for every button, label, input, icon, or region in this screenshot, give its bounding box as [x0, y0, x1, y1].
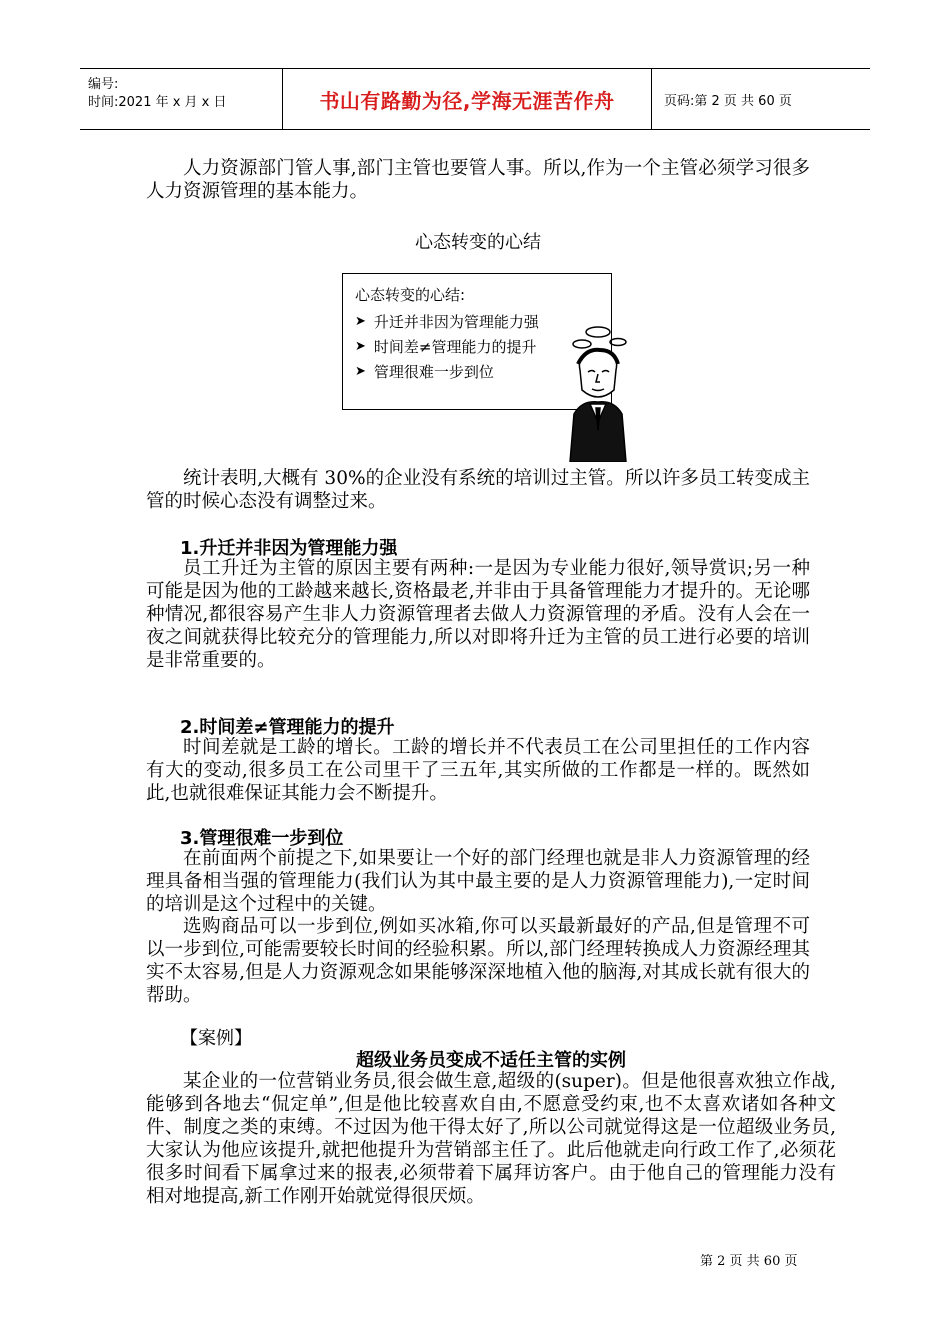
arrow-bullet-icon: ➤	[355, 339, 366, 354]
page-footer: 第 2 页 共 60 页	[700, 1254, 798, 1269]
box-title: 心态转变的心结:	[355, 286, 466, 304]
case-title: 超级业务员变成不适任主管的实例	[356, 1050, 626, 1071]
stats-paragraph: 统计表明,大概有 30%的企业没有系统的培训过主管。所以许多员工转变成主管的时候心态没有调整过来。	[146, 468, 810, 512]
section-2-heading: 2.时间差≠管理能力的提升	[180, 717, 395, 738]
section-3-body-1: 在前面两个前提之下,如果要让一个好的部门经理也就是非人力资源管理的经理具备相当强的管理能力(我们认为其中最主要的是人力资源管理能力),一定时间的培训是这个过程中的关键。	[146, 848, 810, 915]
box-item-label: 时间差≠管理能力的提升	[373, 338, 537, 356]
arrow-bullet-icon: ➤	[355, 314, 366, 329]
date-label: 时间:2021 年 x 月 x 日	[88, 95, 227, 110]
section-1-heading: 1.升迁并非因为管理能力强	[180, 538, 398, 559]
case-body: 某企业的一位营销业务员,很会做生意,超级的(super)。但是他很喜欢独立作战,能够到各地去“侃定单”,但是他比较喜欢自由,不愿意受约束,也不太喜欢诸如各种文件、制度之类的束缚。不过因为他干得太好了,所以公司就觉得这是一位超级业务员,大家认为他应该提升,就把他提升为营销部主任了。此后他就走向行政工作了,必须花很多时间看下属拿过来的报表,必须带着下属拜访客户。由于他自己的管理能力没有相对地提高,新工作刚开始就觉得很厌烦。	[146, 1071, 836, 1207]
section-1-body: 员工升迁为主管的原因主要有两种:一是因为专业能力很好,领导赏识;另一种可能是因为他的工龄越来越长,资格最老,并非由于具备管理能力才提升的。无论哪种情况,都很容易产生非人力资源管理者去做人力资源管理的矛盾。没有人会在一夜之间就获得比较充分的管理能力,所以对即将升迁为主管的员工进行必要的培训是非常重要的。	[146, 558, 810, 671]
case-tag: 【案例】	[180, 1028, 252, 1049]
number-label: 编号:	[88, 77, 119, 92]
header-motto-cell	[283, 69, 652, 129]
motto: 书山有路勤为径,学海无涯苦作舟	[319, 88, 615, 113]
section-title: 心态转变的心结	[415, 232, 541, 253]
intro-paragraph: 人力资源部门管人事,部门主管也要管人事。所以,作为一个主管必须学习很多人力资源管理的基本能力。	[146, 158, 810, 202]
page-info: 页码:第 2 页 共 60 页	[664, 93, 792, 109]
box-item-label: 管理很难一步到位	[373, 363, 494, 381]
section-2-body: 时间差就是工龄的增长。工龄的增长并不代表员工在公司里担任的工作内容有大的变动,很多员工在公司里干了三五年,其实所做的工作都是一样的。既然如此,也就很难保证其能力会不断提升。	[146, 737, 810, 804]
box-item	[355, 336, 536, 357]
box-item-label: 升迁并非因为管理能力强	[373, 313, 539, 331]
box-item	[355, 311, 539, 332]
section-3-heading: 3.管理很难一步到位	[180, 828, 344, 849]
header-meta	[80, 69, 283, 129]
header-page-cell	[652, 69, 870, 129]
section-3-body-2: 选购商品可以一步到位,例如买冰箱,你可以买最新最好的产品,但是管理不可以一步到位,可能需要较长时间的经验积累。所以,部门经理转换成人力资源经理其实不太容易,但是人力资源观念如果能够深深地植入他的脑海,对其成长就有很大的帮助。	[146, 916, 810, 1006]
arrow-bullet-icon: ➤	[355, 364, 366, 379]
page-header	[80, 68, 870, 130]
dizzy-man-illustration	[556, 322, 641, 462]
box-item	[355, 361, 494, 382]
